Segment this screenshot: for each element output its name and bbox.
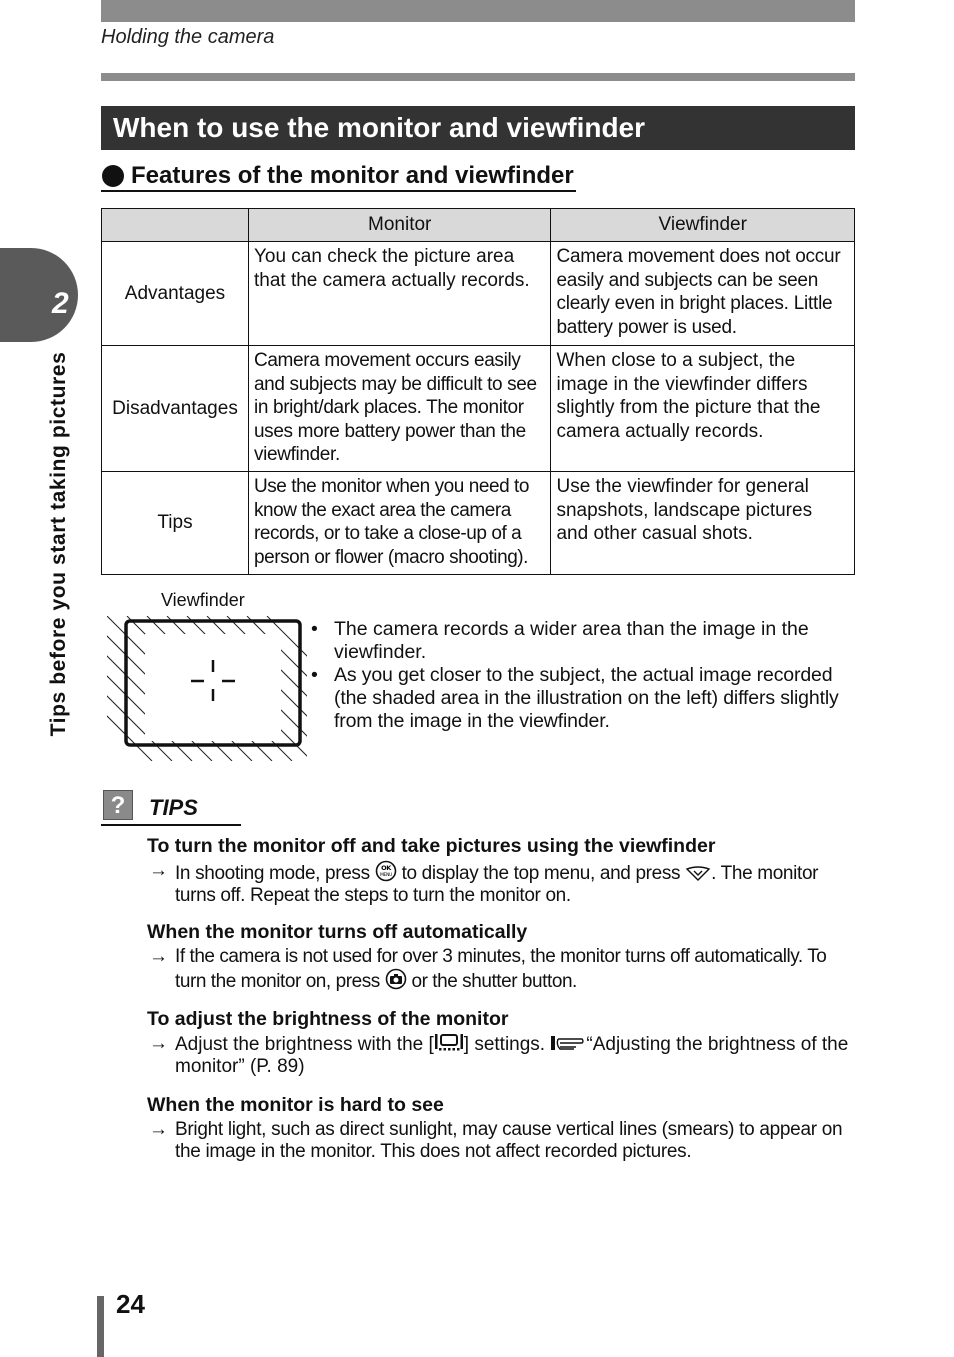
chapter-title: Tips before you start taking pictures — [47, 351, 70, 737]
tip-item — [147, 920, 857, 993]
arrow-pad-down-icon — [685, 866, 711, 882]
viewfinder-cell: When close to a subject, the image in the viewfinder differs slightly from the picture that the camera actually records. — [551, 346, 855, 472]
viewfinder-cell: Use the viewfinder for general snapshots, landscape pictures and other casual shots. — [551, 472, 855, 575]
monitor-brightness-icon — [434, 1033, 464, 1053]
page-number: 24 — [116, 1289, 145, 1319]
monitor-cell: Use the monitor when you need to know the exact area the camera records, or to take a close-up of a person or flower (macro shooting). — [248, 472, 551, 575]
tip-heading: To turn the monitor off and take pictures using the viewfinder — [147, 835, 716, 857]
tip-body: → Adjust the brightness with the [ ] settings. “Adjusting the brightness of the monitor” (P. 89) — [149, 1033, 849, 1077]
tip-body: → If the camera is not used for over 3 minutes, the monitor turns off automatically. To turn the monitor on, press or the shutter button. — [149, 946, 827, 992]
header-bar — [101, 0, 855, 22]
viewfinder-diagram-icon — [107, 616, 307, 761]
arrow-icon: → — [149, 1033, 168, 1054]
monitor-cell: You can check the picture area that the camera actually records. — [248, 242, 551, 346]
header-rule — [101, 73, 855, 81]
svg-text:MENU: MENU — [379, 873, 392, 878]
tip-heading: When the monitor is hard to see — [147, 1094, 444, 1116]
table-row-disadvantages — [102, 346, 855, 472]
viewfinder-label: Viewfinder — [161, 590, 245, 610]
section-title: When to use the monitor and viewfinder — [101, 106, 855, 150]
features-table — [101, 208, 855, 575]
sub-heading — [101, 162, 576, 192]
tip-body: → Bright light, such as direct sunlight, may cause vertical lines (smears) to appear on the image in the monitor. This does not affect recorded pictures. — [149, 1119, 843, 1162]
list-item: • The camera records a wider area than the image in the viewfinder. — [308, 618, 858, 664]
tip-item — [147, 834, 857, 907]
viewfinder-notes — [308, 618, 858, 733]
arrow-icon: → — [149, 860, 168, 881]
row-label: Tips — [102, 472, 249, 575]
monitor-cell: Camera movement occurs easily and subjects may be difficult to see in bright/dark places. The monitor uses more battery power than the viewfinder. — [248, 346, 551, 472]
tips-heading — [101, 790, 241, 826]
page-reference-icon — [550, 1033, 586, 1053]
bullet-dot-icon — [102, 165, 124, 187]
arrow-icon: → — [149, 946, 168, 967]
svg-text:OK: OK — [380, 864, 391, 872]
viewfinder-cell: Camera movement does not occur easily and subjects can be seen clearly even in bright places. Little battery power is used. — [551, 242, 855, 346]
table-header-viewfinder: Viewfinder — [551, 209, 855, 242]
running-head: Holding the camera — [101, 26, 275, 48]
question-mark-icon: ? — [103, 790, 133, 820]
tip-item — [147, 1007, 857, 1078]
tips-label: TIPS — [149, 795, 198, 820]
table-header-empty — [102, 209, 249, 242]
tip-heading: When the monitor turns off automatically — [147, 921, 528, 943]
row-label: Disadvantages — [102, 346, 249, 472]
row-label: Advantages — [102, 242, 249, 346]
tip-item — [147, 1093, 857, 1163]
ok-menu-button-icon — [375, 860, 397, 882]
table-row-tips — [102, 472, 855, 575]
chapter-number: 2 — [52, 287, 69, 320]
page-number-bar — [97, 1296, 104, 1357]
tip-heading: To adjust the brightness of the monitor — [147, 1008, 509, 1030]
camera-button-icon — [385, 968, 407, 990]
table-header-row — [102, 209, 855, 242]
table-header-monitor: Monitor — [248, 209, 551, 242]
table-row-advantages — [102, 242, 855, 346]
sub-heading-text: Features of the monitor and viewfinder — [131, 162, 574, 189]
list-item: • As you get closer to the subject, the actual image recorded (the shaded area in the illustration on the left) differs slightly from the image in the viewfinder. — [308, 664, 858, 733]
tip-body: → In shooting mode, press OK MENU to display the top menu, and press . The monitor turns off. Repeat the steps to turn the monitor on. — [149, 860, 819, 906]
arrow-icon: → — [149, 1119, 168, 1140]
